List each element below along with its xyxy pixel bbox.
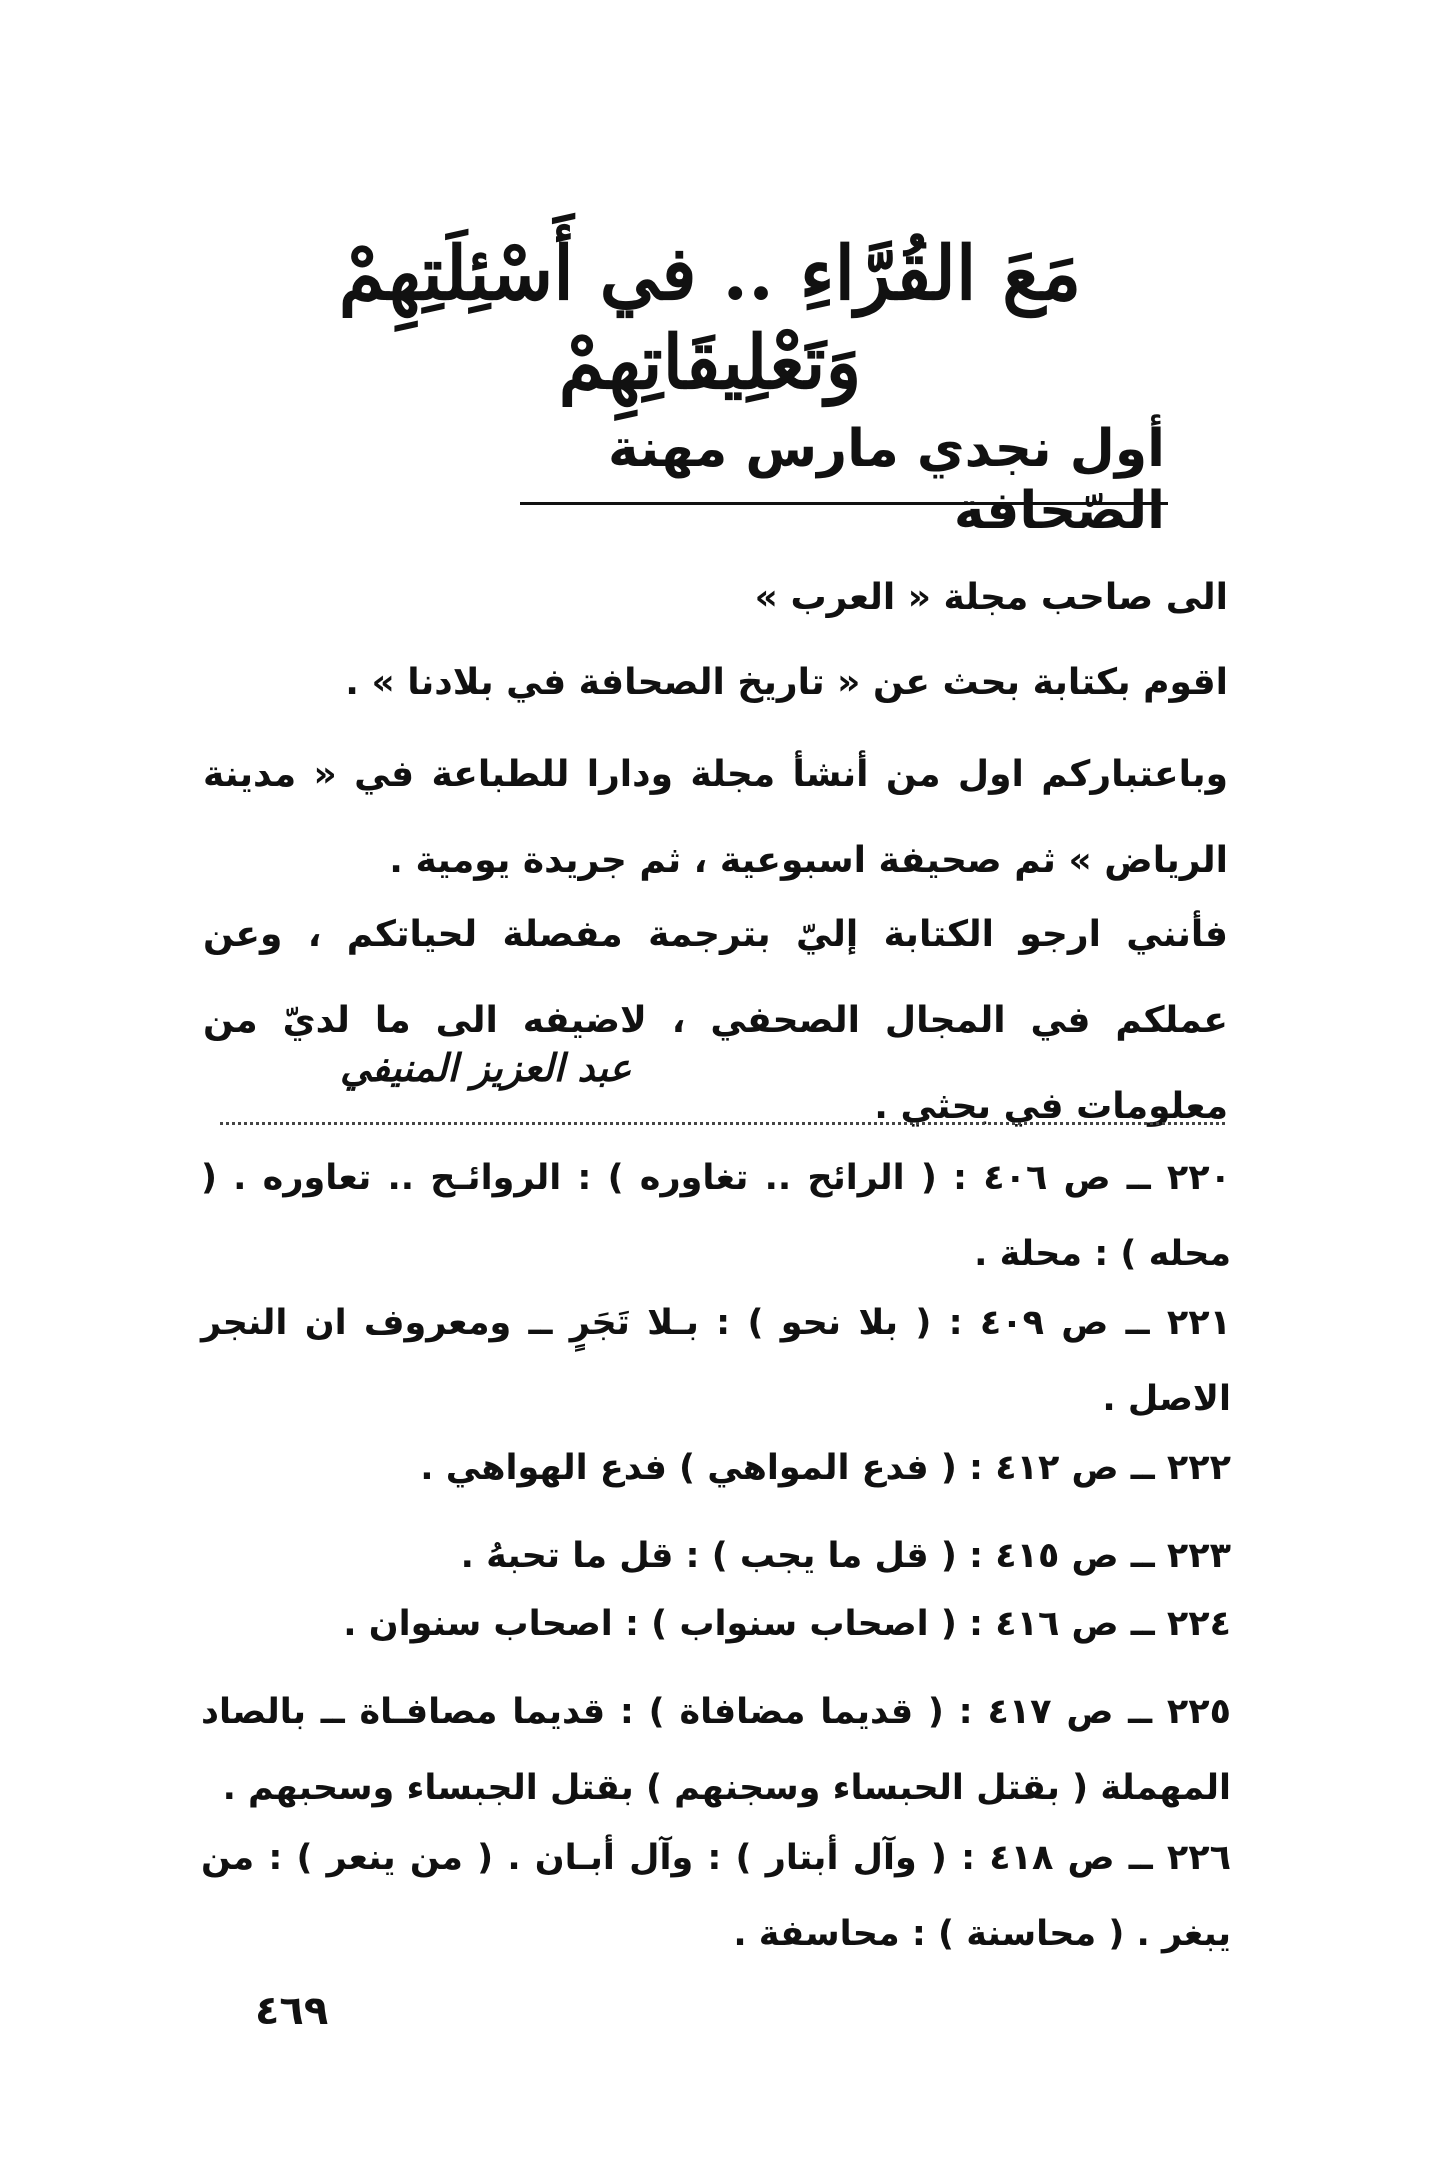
correction-entry-226: ٢٢٦ ــ ص ٤١٨ : ( وآل أبتار ) : وآل أبـان . ( من ينعر ) : من يبغر . ( محاسنة ) : محاسفة . [201,1838,1231,1954]
correction-entry-221: ٢٢١ ــ ص ٤٠٩ : ( بلا نحو ) : بـلا تَجَرٍ ــ ومعروف ان النجر الاصل . [201,1303,1231,1419]
page-number: ٤٦٩ [255,1988,329,2034]
correction-entry-225: ٢٢٥ ــ ص ٤١٧ : ( قديما مضافاة ) : قديما مصافـاة ــ بالصاد المهملة ( بقتل الحبساء وسجنهم ) بقتل الجبساء وسحبهم . [201,1692,1231,1808]
correction-entry-222: ٢٢٢ ــ ص ٤١٢ : ( فدع المواهي ) فدع الهواهي . [420,1448,1231,1488]
letter-paragraph-3: فأنني ارجو الكتابة إليّ بترجمة مفصلة لحياتكم ، وعن عملكم في المجال الصحفي ، لاضيفه الى ما لديّ من معلومات في بحثي . [203,914,1228,1127]
section-title-underline [520,502,1168,505]
correction-entry-220: ٢٢٠ ــ ص ٤٠٦ : ( الرائح .. تغاوره ) : الروائـح .. تعاوره . ( محله ) : محلة . [201,1158,1231,1274]
letter-signature: عبد العزيز المنيفي [340,1045,632,1090]
letter-paragraph-2: وباعتباركم اول من أنشأ مجلة ودارا للطباعة في « مدينة الرياض » ثم صحيفة اسبوعية ، ثم جريدة يومية . [203,754,1228,881]
letter-addressee: الى صاحب مجلة « العرب » [754,577,1228,618]
dotted-separator [220,1122,1225,1125]
section-title: أول نجدي مارس مهنة الصّحافة [608,419,1165,542]
correction-entry-224: ٢٢٤ ــ ص ٤١٦ : ( اصحاب سنواب ) : اصحاب سنوان . [343,1604,1231,1644]
correction-entry-223: ٢٢٣ ــ ص ٤١٥ : ( قل ما يجب ) : قل ما تحبهُ . [460,1536,1231,1576]
page-header-title: مَعَ القُرَّاءِ .. في أَسْئِلَتِهِمْ وَتَعْلِيقَاتِهِمْ [338,231,1082,406]
letter-paragraph-1: اقوم بكتابة بحث عن « تاريخ الصحافة في بلادنا » . [345,662,1228,703]
